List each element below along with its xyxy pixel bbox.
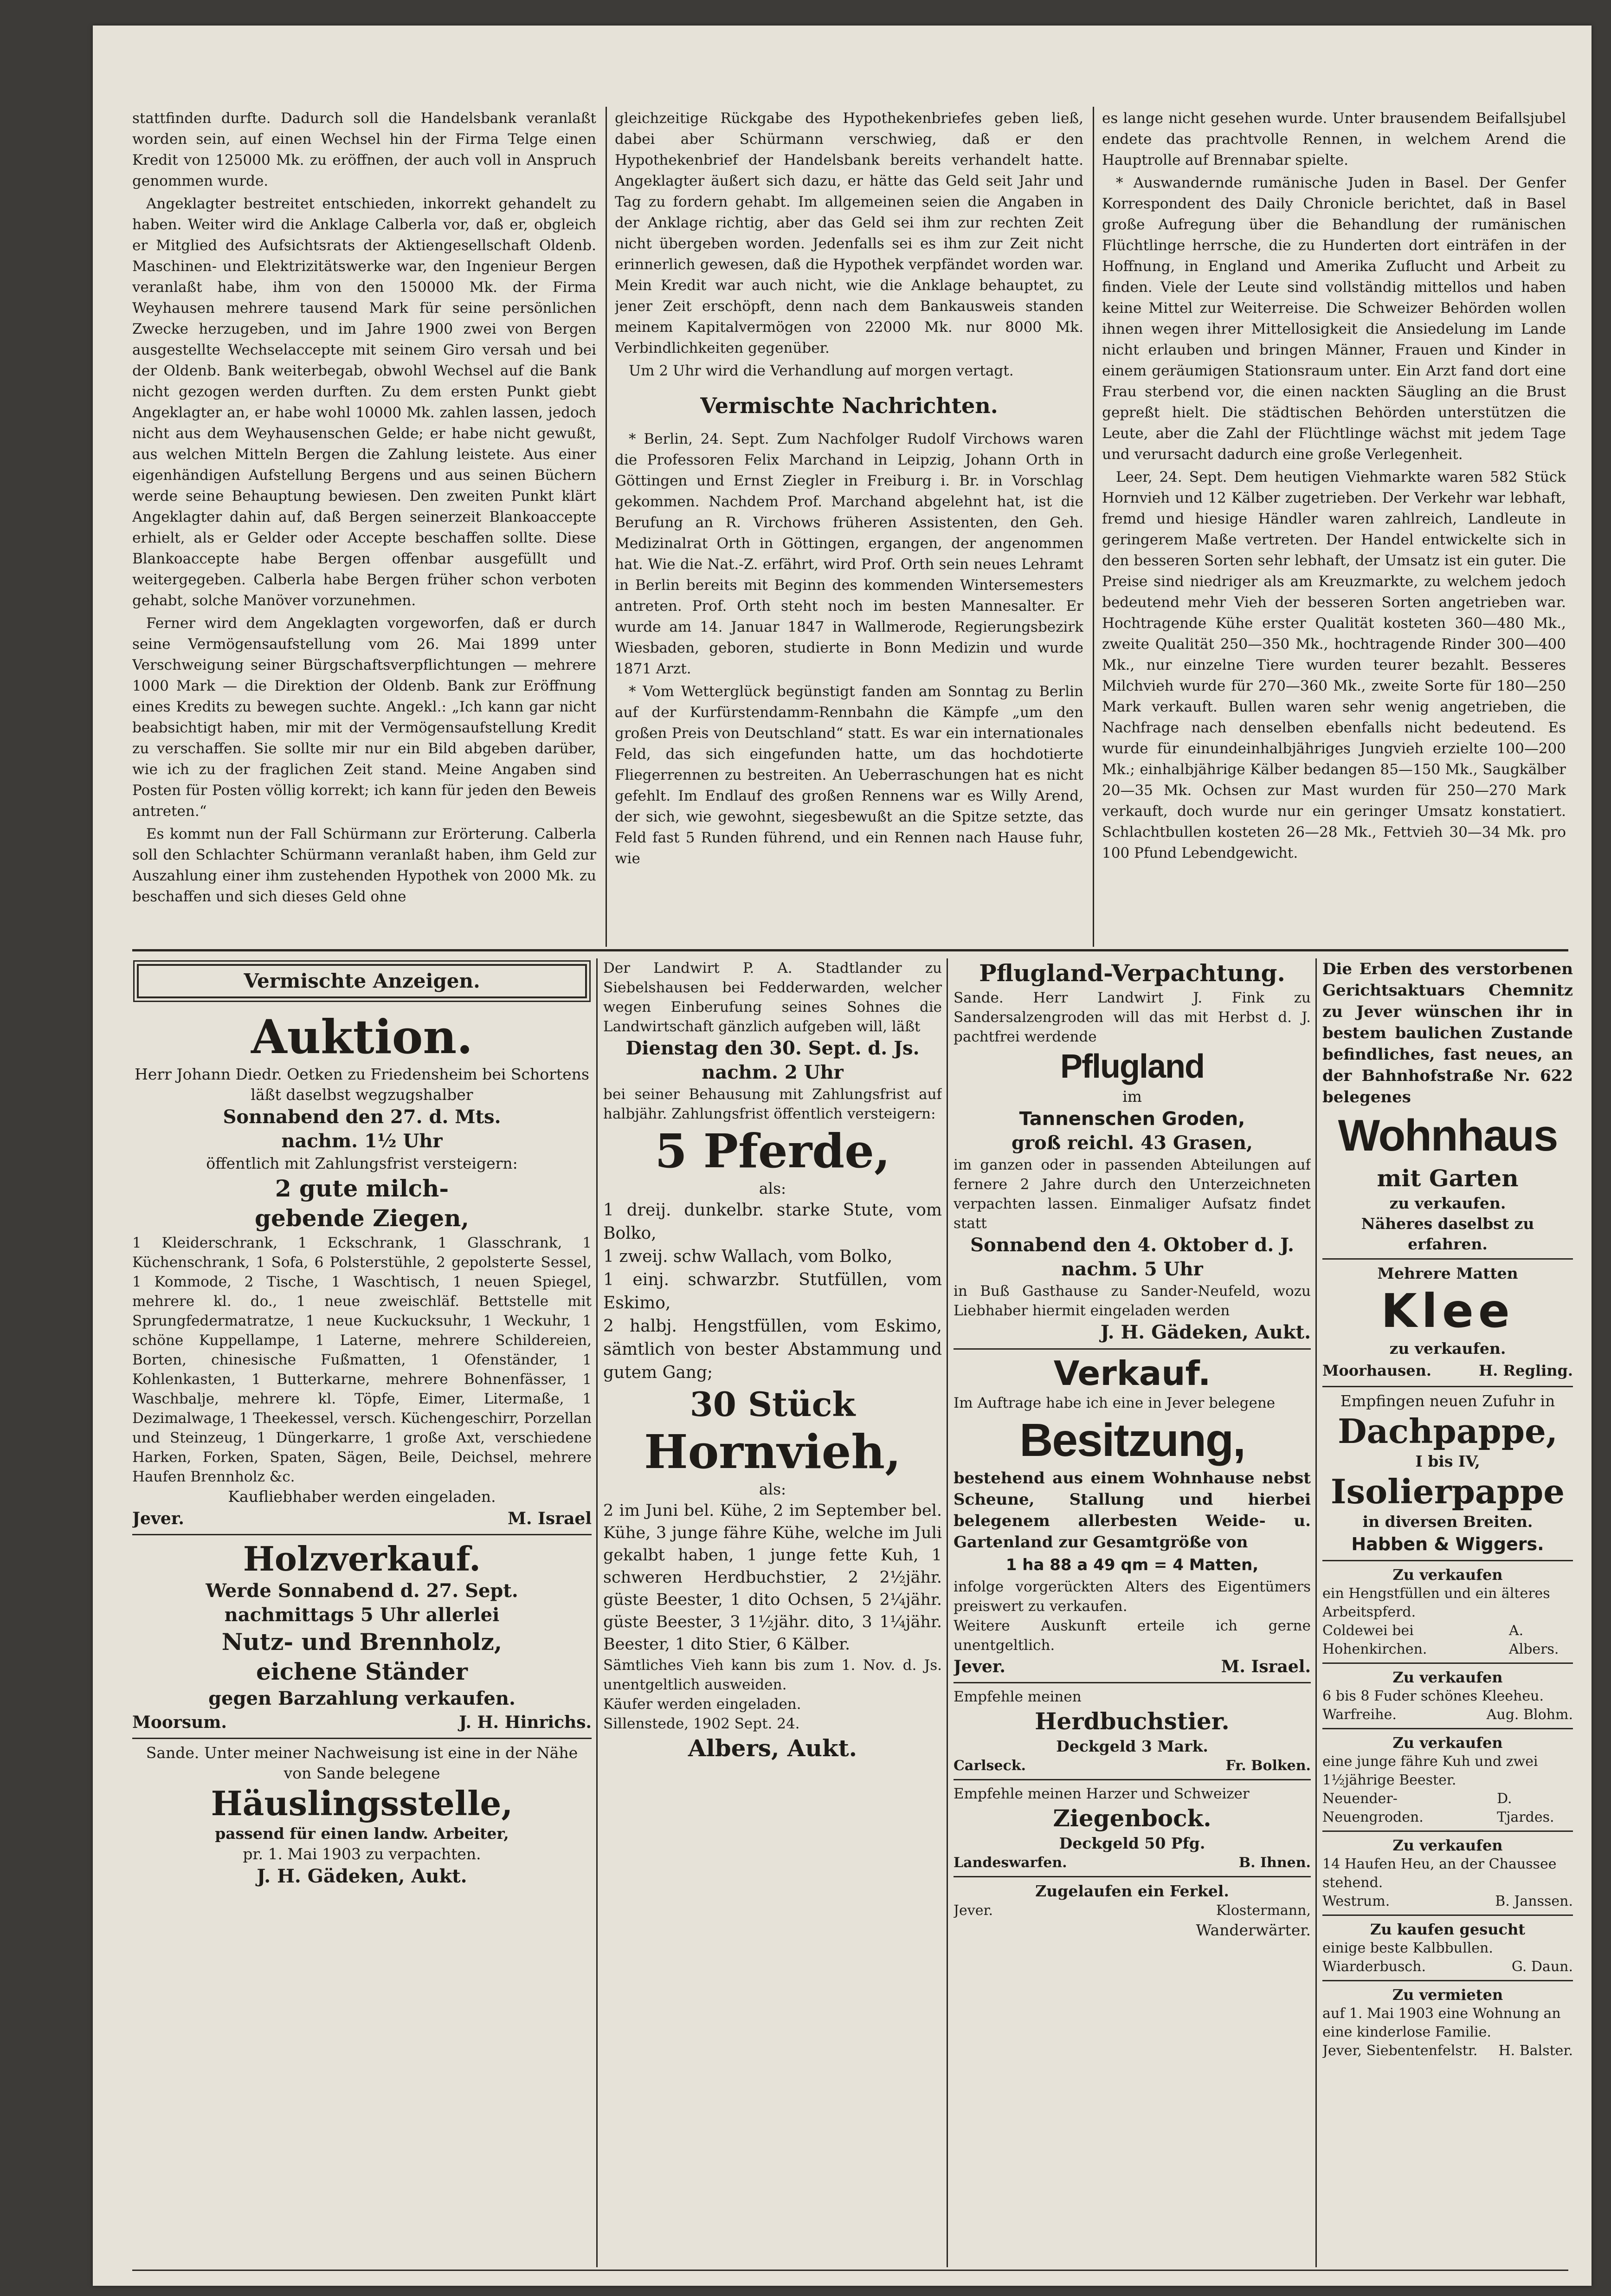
classified-signer: B. Janssen.: [1495, 1893, 1573, 1909]
ziegen-intro: Empfehle meinen Harzer und Schweizer: [954, 1785, 1250, 1802]
classified-text: eine junge fähre Kuh und zwei 1½jährige Beester.: [1322, 1753, 1538, 1788]
article-column-2: [615, 108, 1083, 944]
pferde-date: Dienstag den 30. Sept. d. Js.: [625, 1037, 920, 1059]
verkauf-size: 1 ha 88 a 49 qm = 4 Matten,: [1005, 1556, 1259, 1574]
haeusling-intro: Sande. Unter meiner Nachweisung ist eine in der Nähe von Sande belegene: [146, 1744, 578, 1782]
ferkel-signature: [954, 1901, 1311, 1920]
auktion-title: Auktion.: [251, 1009, 473, 1064]
ads-column-3: [954, 958, 1311, 2267]
klee-intro: Mehrere Matten: [1377, 1264, 1518, 1282]
auktion-date: Sonnabend den 27. d. Mts.: [223, 1106, 501, 1128]
column-divider: [947, 958, 948, 2267]
ziegen-signer: B. Ihnen.: [1238, 1855, 1311, 1871]
verkauf-signer: M. Israel.: [1221, 1657, 1311, 1676]
holz-title: Holzverkauf.: [243, 1539, 481, 1578]
newspaper-page: [93, 26, 1592, 2286]
ad-divider: [954, 1779, 1311, 1780]
pferde-intro: Der Landwirt P. A. Stadtlander zu Siebelshausen bei Fedderwarden, welcher wegen Einberufung seines Sohnes die Landwirtschaft gänzlich aufgeben will, läßt: [603, 960, 942, 1035]
pappe-text: in diversen Breiten.: [1362, 1513, 1533, 1531]
news-section-heading: Vermischte Nachrichten.: [700, 393, 998, 418]
classified-signature: [1322, 1706, 1573, 1724]
article-paragraph: Angeklagter bestreitet entschieden, inkorrekt gehandelt zu haben. Weiter wird die Anklage Calberla vor, daß er, obgleich er Mitglied des Aufsichtsrats der Aktiengesellschaft Oldenb. Maschinen- und Elektrizitätswerke war, den Ingenieur Bergen veranlaßt habe, ihm von den 150000 Mk. der Firma Weyhausen mehrere tausend Mark für seine persönlichen Zwecke herzugeben, und im Jahre 1900 zwei von Bergen ausgestellte Wechselaccepte mit seinem Giro versah und bei der Oldenb. Bank weiterbegab, obwohl Wechsel auf die Bank nicht gezogen werden durften. Zu dem ersten Punkt giebt Angeklagter an, er habe wohl 10000 Mk. zahlen lassen, jedoch nicht aus dem Weyhausenschen Gelde; er habe nicht gewußt, aus welchen Mitteln Bergen die Zahlung leistete. Aus einer eigenhändigen Aufstellung Bergens und aus seinen Büchern werde seine Behauptung bewiesen. Den zweiten Punkt klärt Angeklagter dahin auf, daß Bergen seinerzeit Blankoaccepte erhielt, als er Gelder oder Accepte beschaffen sollte. Diese Blankoaccepte habe Bergen offenbar ausgefüllt und weitergegeben. Calberla habe Bergen früher schon verboten gehabt, solche Manöver vorzunehmen.: [132, 195, 596, 609]
verkauf-intro: Im Auftrage habe ich eine in Jever belegene: [954, 1395, 1276, 1411]
classified-signature: [1322, 2042, 1573, 2060]
hornvieh-count: 30 Stück: [690, 1384, 856, 1424]
section-rule: [132, 949, 1568, 951]
pflug-im: im: [1122, 1087, 1142, 1106]
column-divider: [596, 958, 598, 2267]
ad-divider: [1322, 1914, 1573, 1916]
pflug-time: nachm. 5 Uhr: [1061, 1258, 1203, 1280]
wohnhaus-info: Näheres daselbst zu erfahren.: [1361, 1215, 1534, 1253]
klee-signature: [1322, 1359, 1573, 1382]
classified-item: [1322, 1920, 1573, 1976]
pflug-intro: Sande. Herr Landwirt J. Fink zu Sandersalzengroden will das mit Herbst d. J. pachtfrei werdende: [954, 990, 1311, 1045]
ads-section-title: Vermischte Anzeigen.: [137, 964, 587, 998]
classified-text: ein Hengstfüllen und ein älteres Arbeitspferd.: [1322, 1585, 1550, 1620]
classified-place: Coldewei bei Hohenkirchen.: [1322, 1623, 1427, 1657]
classified-title: Zu verkaufen: [1392, 1566, 1503, 1584]
pferde-invite: Käufer werden eingeladen.: [603, 1696, 801, 1713]
klee-sale: zu verkaufen.: [1389, 1339, 1506, 1358]
classified-signer: H. Balster.: [1498, 2043, 1573, 2059]
column-divider: [606, 107, 607, 947]
auktion-terms: öffentlich mit Zahlungsfrist versteigern:: [206, 1154, 518, 1172]
classified-place: Neuender-Neuengroden.: [1322, 1791, 1424, 1825]
verkauf-place: Jever.: [954, 1657, 1005, 1676]
ferkel-place: Jever.: [954, 1902, 993, 1919]
column-divider: [1315, 958, 1317, 2267]
bottom-rule: [132, 2270, 1568, 2271]
pappe-big: Dachpappe,: [1338, 1411, 1558, 1451]
verkauf-text2: infolge vorgerückten Alters des Eigentümers preiswert zu verkaufen.: [954, 1578, 1311, 1615]
pflug-date: Sonnabend den 4. Oktober d. J.: [970, 1234, 1294, 1256]
ad-divider: [132, 1534, 592, 1535]
ad-divider: [1322, 1258, 1573, 1260]
auktion-signer: M. Israel: [508, 1509, 592, 1528]
verkauf-title: Verkauf.: [1053, 1354, 1211, 1393]
ad-divider: [954, 1348, 1311, 1350]
herdbuch-place: Carlseck.: [954, 1758, 1026, 1774]
pflug-big: Pflugland: [1060, 1048, 1204, 1085]
herdbuch-fee: Deckgeld 3 Mark.: [1056, 1737, 1208, 1755]
classified-text: 14 Haufen Heu, an der Chaussee stehend.: [1322, 1856, 1557, 1891]
auktion-goats-line2: gebende Ziegen,: [255, 1204, 469, 1232]
classified-title: Zu verkaufen: [1392, 1734, 1503, 1752]
hornvieh-list: 2 im Juni bel. Kühe, 2 im September bel. Kühe, 3 junge fähre Kühe, welche im Juli gekalbt haben, 1 junge fette Kuh, 1 schweren Herdbuchstier, 2 2½jähr. güste Beester, 1 dito Ochsen, 5 2¼jähr. güste Beester, 3 1½jähr. dito, 3 1¼jähr. Beester, 1 dito Stier, 6 Kälber.: [603, 1501, 942, 1654]
pferde-als: als:: [759, 1179, 786, 1197]
ads-column-1: [132, 958, 592, 2267]
classified-signature: [1322, 1892, 1573, 1911]
pflug-text2: in Buß Gasthause zu Sander-Neufeld, wozu Liebhaber hiermit eingeladen werden: [954, 1283, 1311, 1319]
verkauf-text3: Weitere Auskunft erteile ich gerne unentgeltlich.: [954, 1617, 1311, 1654]
ads-column-4: [1322, 958, 1573, 2267]
ziegen-fee: Deckgeld 50 Pfg.: [1059, 1834, 1205, 1852]
auktion-time: nachm. 1½ Uhr: [281, 1130, 443, 1152]
classified-signer: D. Tjardes.: [1497, 1791, 1554, 1825]
article-paragraph: * Berlin, 24. Sept. Zum Nachfolger Rudolf Virchows waren die Professoren Felix Marchand in Leipzig, Johann Orth in Göttingen und Ernst Ziegler in Freiburg i. Br. in Vorschlag gekommen. Nachdem Prof. Marchand abgelehnt hat, ist die Berufung an R. Virchows früheren Assistenten, den Geh. Medizinalrat Orth in Göttingen, ergangen, der angenommen hat. Wie die Nat.-Z. erfährt, wird Prof. Orth sein neues Lehramt in Berlin bereits mit Beginn des kommenden Wintersemesters antreten. Prof. Orth steht noch im besten Mannesalter. Er wurde am 14. Januar 1847 in Wallmerode, Regierungsbezirk Wiesbaden, geboren, studierte in Bonn Medizin und wurde 1871 Arzt.: [615, 431, 1083, 677]
pflug-place: Tannenschen Groden,: [1019, 1108, 1245, 1130]
holz-line: Werde Sonnabend d. 27. Sept.: [206, 1580, 518, 1602]
holz-line: gegen Barzahlung verkaufen.: [208, 1688, 516, 1709]
verkauf-signature: [954, 1655, 1311, 1678]
verkauf-text: bestehend aus einem Wohnhause nebst Scheune, Stallung und hierbei belegenem allerbesten Weide- u. Gartenland zur Gesamtgröße von: [954, 1469, 1311, 1552]
hornvieh-als: als:: [759, 1480, 786, 1498]
classified-item: [1322, 1836, 1573, 1911]
classified-place: Jever, Siebentenfelstr.: [1322, 2043, 1478, 2059]
haeusling-signer: J. H. Gädeken, Aukt.: [257, 1865, 467, 1887]
pflug-size: groß reichl. 43 Grasen,: [1012, 1132, 1253, 1154]
auktion-invite: Kaufliebhaber werden eingeladen.: [228, 1488, 496, 1506]
klee-big: Klee: [1381, 1284, 1514, 1338]
herdbuch-intro: Empfehle meinen: [954, 1688, 1082, 1705]
haeusling-title: Häuslingsstelle,: [211, 1784, 513, 1823]
wohnhaus-sale: zu verkaufen.: [1389, 1194, 1506, 1212]
holz-place: Moorsum.: [132, 1713, 227, 1732]
pflug-signer: J. H. Gädeken, Aukt.: [1100, 1321, 1311, 1343]
herdbuch-signature: [954, 1757, 1311, 1775]
holz-signer: J. H. Hinrichs.: [459, 1713, 592, 1732]
classified-signature: [1322, 1790, 1573, 1827]
article-paragraph: * Auswandernde rumänische Juden in Basel. Der Genfer Korrespondent des Daily Chronicle berichtet, daß in Basel große Aufregung über die Behandlung der rumänischen Flüchtlinge herrsche, die zu Hunderten dort einträfen in der Hoffnung, in England und Amerika Zuflucht und Arbeit zu finden. Viele der Leute sind vollständig mittellos und haben keine Mittel zur Weiterreise. Die Schweizer Behörden wollen ihnen wegen ihrer Mittellosigkeit die Ansiedelung im Lande nicht erlauben und bringen Männer, Frauen und Kinder in einem geräumigen Stationsraum unter. Ein Arzt fand dort eine Frau sterbend vor, die einen nackten Säugling an die Brust gepreßt hielt. Die städtischen Behörden unterstützen die Leute, aber die Zahl der Flüchtlinge wächst mit jedem Tage und verursacht dadurch eine große Verlegenheit.: [1102, 175, 1566, 463]
article-paragraph: * Vom Wetterglück begünstigt fanden am Sonntag zu Berlin auf der Kurfürstendamm-Rennbahn die Kämpfe „um den großen Preis von Deutschland“ statt. Es war ein internationales Feld, das sich eingefunden hatte, um das hochdotierte Fliegerrennen zu bestreiten. An Ueberraschungen hat es nicht gefehlt. Im Endlauf des großen Rennens war es Willy Arend, der sich, wie gewohnt, siegesbewußt an die Spitze setzte, das Feld fast 5 Runden führend, und ein Rennen nach Hause fuhr, wie: [615, 683, 1083, 867]
pferde-item: 1 einj. schwarzbr. Stutfüllen, vom Eskimo,: [603, 1270, 942, 1313]
classified-title: Zu vermieten: [1392, 1986, 1503, 2004]
auktion-items: 1 Kleiderschrank, 1 Eckschrank, 1 Glasschrank, 1 Küchenschrank, 1 Sofa, 6 Polsterstühle, 2 gepolsterte Sessel, 1 Kommode, 2 Tische, 1 Waschtisch, 1 neuen Spiegel, mehrere kl. do., 1 neue zweischläf. Bettstelle mit Sprungfedermatratze, 1 neue Kuckucksuhr, 1 Weckuhr, 1 schöne Kuppellampe, 1 Laterne, mehrere Schildereien, Borten, chinesische Fußmatten, 1 Ofenständer, 1 Kohlenkasten, 1 Butterkarne, mehrere Bohnenfässer, 1 Waschbalje, mehrere kl. Töpfe, Eimer, Litermaße, 1 Dezimalwage, 1 Theekessel, versch. Küchengeschirr, Porzellan und Steinzeug, 1 Düngerkarre, 1 große Axt, verschiedene Harken, Forken, Spaten, Sägen, Beile, Deichsel, mehrere Haufen Brennholz &c.: [132, 1235, 592, 1485]
pflug-title: Pflugland-Verpachtung.: [979, 959, 1285, 987]
pappe-signer: Habben & Wiggers.: [1351, 1534, 1544, 1554]
classified-item: [1322, 1733, 1573, 1827]
ziegen-signature: [954, 1854, 1311, 1872]
article-column-1: [132, 108, 596, 944]
column-divider: [1093, 107, 1094, 947]
ad-divider: [1322, 1728, 1573, 1729]
pferde-item: 1 dreij. dunkelbr. starke Stute, vom Bolko,: [603, 1201, 942, 1243]
holz-line: Nutz- und Brennholz,: [221, 1628, 503, 1656]
pferde-title: 5 Pferde,: [655, 1124, 890, 1178]
ferkel-signer-role: Wanderwärter.: [1196, 1921, 1311, 1939]
hornvieh-title: Hornvieh,: [644, 1424, 901, 1479]
ad-divider: [1322, 1386, 1573, 1387]
classified-place: Warfreihe.: [1322, 1707, 1397, 1723]
ad-divider: [1322, 1830, 1573, 1832]
herdbuch-title: Herdbuchstier.: [1035, 1707, 1230, 1735]
ads-column-2: [603, 958, 942, 2267]
pferde-item: 1 zweij. schw Wallach, vom Bolko,: [603, 1247, 893, 1266]
ziegen-place: Landeswarfen.: [954, 1855, 1067, 1871]
verkauf-big: Besitzung,: [1019, 1414, 1245, 1466]
ad-divider: [1322, 1560, 1573, 1561]
pappe-intro: Empfingen neuen Zufuhr in: [1340, 1392, 1555, 1410]
holz-line: nachmittags 5 Uhr allerlei: [224, 1604, 500, 1626]
pferde-signer: Albers, Aukt.: [688, 1734, 857, 1762]
article-paragraph: Um 2 Uhr wird die Verhandlung auf morgen vertagt.: [629, 362, 1014, 379]
article-paragraph: Ferner wird dem Angeklagten vorgeworfen, daß er durch seine Vermögensaufstellung vom 26. Mai 1899 unter Verschweigung seiner Bürgschaftsverpflichtungen — mehrere 1000 Mark — die Direktion der Oldenb. Bank zur Eröffnung eines Kredits zu bewegen suchte. Angekl.: „Ich kann gar nicht beabsichtigt haben, mir mit der Vermögensaufstellung Kredit zu verschaffen. Sie sollte mir nur ein Bild abgeben darüber, wie ich zu der fraglichen Zeit stand. Meine Angaben sind Posten für Posten völlig korrekt; ich kann für jeden den Beweis antreten.“: [132, 615, 596, 820]
wohnhaus-intro: Die Erben des verstorbenen Gerichtsaktuars Chemnitz zu Jever wünschen ihr in bestem baulichen Zustande befindliches, fast neues, an der Bahnhofstraße Nr. 622 belegenes: [1322, 960, 1573, 1106]
holz-signature: [132, 1711, 592, 1734]
wohnhaus-big: Wohnhaus: [1338, 1111, 1558, 1160]
pappe-big2: Isolierpappe: [1330, 1472, 1565, 1511]
haeusling-line: pr. 1. Mai 1903 zu verpachten.: [243, 1845, 481, 1863]
ad-divider: [1322, 1980, 1573, 1981]
auktion-signature: [132, 1507, 592, 1530]
haeusling-line: passend für einen landw. Arbeiter,: [215, 1824, 509, 1843]
classified-place: Wiarderbusch.: [1322, 1959, 1426, 1975]
ad-divider: [954, 1876, 1311, 1877]
classified-signer: Aug. Blohm.: [1486, 1707, 1573, 1723]
classified-item: [1322, 1565, 1573, 1659]
pferde-item: 2 halbj. Hengstfüllen, vom Eskimo, sämtlich von bester Abstammung und gutem Gang;: [603, 1317, 942, 1382]
auktion-intro: Herr Johann Diedr. Oetken zu Friedensheim bei Schortens läßt daselbst wegzugshalber: [135, 1065, 589, 1104]
classified-title: Zu kaufen gesucht: [1370, 1921, 1525, 1938]
holz-line: eichene Ständer: [256, 1658, 468, 1685]
pferde-time: nachm. 2 Uhr: [702, 1061, 844, 1083]
article-paragraph: Es kommt nun der Fall Schürmann zur Erörterung. Calberla soll den Schlachter Schürmann veranlaßt haben, ihm Geld zur Auszahlung einer ihm zustehenden Hypothek von 2000 Mk. zu beschaffen und sich dieses Geld ohne: [132, 826, 596, 905]
classified-text: 6 bis 8 Fuder schönes Kleeheu.: [1322, 1688, 1544, 1704]
article-paragraph: gleichzeitige Rückgabe des Hypothekenbriefes geben ließ, dabei aber Schürmann verschwieg, daß er den Hypothekenbrief der Handelsbank bereits verhandelt hatte. Angeklagter äußert sich dazu, er hätte das Geld seit Jahr und Tag zu fordern gehabt. Im allgemeinen seien die Angaben in der Anklage richtig, aber das Geld sei ihm zur rechten Zeit nicht übergeben worden. Jedenfalls sei es ihm zur Zeit nicht erinnerlich gewesen, daß die Hypothek verpfändet worden war. Mein Kredit war auch nicht, wie die Anklage behauptet, zu jener Zeit erschöpft, denn nach dem Bankausweis standen meinem Kapitalvermögen von 22000 Mk. nur 8000 Mk. Verbindlichkeiten gegenüber.: [615, 110, 1083, 356]
classified-place: Westrum.: [1322, 1893, 1390, 1909]
ad-divider: [954, 1682, 1311, 1683]
klee-signer: H. Regling.: [1479, 1362, 1573, 1379]
auktion-goats-line1: 2 gute milch-: [275, 1175, 449, 1202]
herdbuch-signer: Fr. Bolken.: [1225, 1758, 1311, 1774]
classified-signature: [1322, 1622, 1573, 1659]
ad-divider: [1322, 1662, 1573, 1664]
classified-title: Zu verkaufen: [1392, 1837, 1503, 1854]
pflug-text: im ganzen oder in passenden Abteilungen auf fernere 2 Jahre durch den Unterzeichneten verpachten lassen. Einmaliger Aufsatz findet statt: [954, 1157, 1311, 1232]
ferkel-title: Zugelaufen ein Ferkel.: [1035, 1882, 1229, 1900]
classified-signer: G. Daun.: [1511, 1959, 1573, 1975]
pappe-range: I bis IV,: [1415, 1452, 1480, 1470]
classified-text: einige beste Kalbbullen.: [1322, 1940, 1493, 1956]
article-paragraph: Leer, 24. Sept. Dem heutigen Viehmarkte waren 582 Stück Hornvieh und 12 Kälber zugetrieben. Der Verkehr war lebhaft, fremd und hiesige Händler waren zahlreich, Landleute in geringerem Maße vertreten. Der Handel entwickelte sich in den besseren Sorten sehr lebhaft, der Umsatz ist ein guter. Die Preise sind niedriger als am Kreuzmarkte, zu welchem jedoch bedeutend mehr Vieh der besseren Sorten angetrieben war. Hochtragende Kühe erster Qualität kosteten 360—480 Mk., zweite Qualität 250—350 Mk., hochtragende Rinder 300—400 Mk., nur einzelne Tiere wurden teurer bezahlt. Besseres Milchvieh wurde für 270—360 Mk., zweite Sorte für 180—250 Mark verkauft. Bullen waren sehr wenig angetrieben, die Nachfrage nach denselben ebenfalls nicht bedeutend. Es wurde für einundeinhalbjähriges Jungvieh erzielte 100—200 Mk.; einhalbjährige Kälber bedangen 85—150 Mk., Saugkälber 20—35 Mk. Ochsen zur Mast wurden für 250—270 Mark verkauft, doch wurde nur ein geringer Umsatz konstatiert. Schlachtbullen kosteten 26—28 Mk., Fettvieh 30—34 Mk. pro 100 Pfund Lebendgewicht.: [1102, 469, 1566, 861]
auktion-place: Jever.: [132, 1509, 184, 1528]
klee-place: Moorhausen.: [1322, 1362, 1432, 1379]
classified-signer: A. Albers.: [1508, 1623, 1559, 1657]
classified-signature: [1322, 1958, 1573, 1976]
wohnhaus-big2: mit Garten: [1377, 1164, 1519, 1192]
pferde-terms: bei seiner Behausung mit Zahlungsfrist auf halbjähr. Zahlungsfrist öffentlich versteigern:: [603, 1086, 942, 1122]
classified-item: [1322, 1668, 1573, 1724]
article-paragraph: stattfinden durfte. Dadurch soll die Handelsbank veranlaßt worden sein, auf einen Wechsel hin der Firma Telge einen Kredit von 125000 Mk. zu eröffnen, der auch voll in Anspruch genommen wurde.: [132, 110, 596, 189]
classified-item: [1322, 1985, 1573, 2060]
ziegen-title: Ziegenbock.: [1053, 1804, 1211, 1832]
classified-title: Zu verkaufen: [1392, 1669, 1503, 1686]
ad-divider: [132, 1738, 592, 1739]
pferde-place: Sillenstede, 1902 Sept. 24.: [603, 1715, 800, 1732]
article-column-3: [1102, 108, 1566, 944]
pferde-note: Sämtliches Vieh kann bis zum 1. Nov. d. Js. unentgeltlich ausweiden.: [603, 1657, 942, 1693]
ferkel-signer: Klostermann,: [1216, 1902, 1311, 1919]
article-paragraph: es lange nicht gesehen wurde. Unter brausendem Beifallsjubel endete das prachtvolle Rennen, in welchem Arend die Hauptrolle auf Brennabar spielte.: [1102, 110, 1566, 168]
classified-text: auf 1. Mai 1903 eine Wohnung an eine kinderlose Familie.: [1322, 2005, 1561, 2040]
